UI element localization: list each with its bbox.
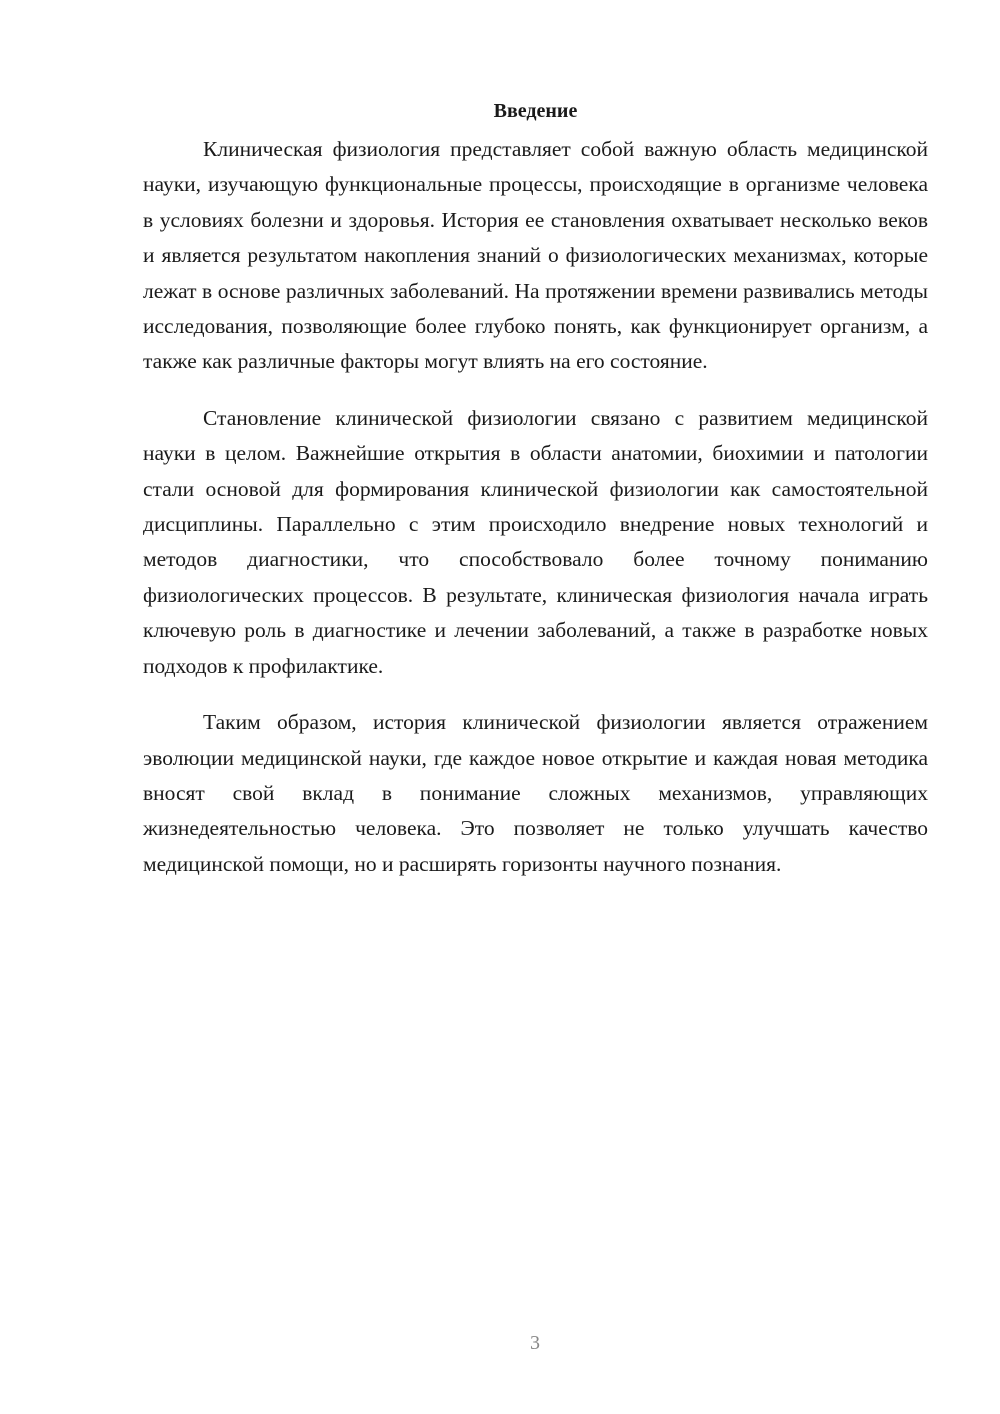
paragraph-3: Таким образом, история клинической физиологии является отражением эволюции медицинской науки, где каждое новое открытие и каждая новая методика вносят свой вклад в понимание сложных механизмов, управляющих жизнедеятельностью человека. Это позволяет не только улучшать качество медицинской помощи, но и расширять горизонты научного познания. [143, 710, 928, 876]
page-number: 3 [530, 1332, 540, 1354]
section-title: Введение [493, 100, 578, 122]
paragraph-1: Клиническая физиология представляет собой важную область медицинской науки, изучающую функциональные процессы, происходящие в организме человека в условиях болезни и здоровья. История ее становления охватывает несколько веков и является результатом накопления знаний о физиологических механизмах, которые лежат в основе различных заболеваний. На протяжении времени развивались методы исследования, позволяющие более глубоко понять, как функционирует организм, а также как различные факторы могут влиять на его состояние. [143, 137, 928, 374]
document-body [143, 96, 928, 882]
paragraph-2: Становление клинической физиологии связано с развитием медицинской науки в целом. Важнейшие открытия в области анатомии, биохимии и патологии стали основой для формирования клинической физиологии как самостоятельной дисциплины. Параллельно с этим происходило внедрение новых технологий и методов диагностики, что способствовало более точному пониманию физиологических процессов. В результате, клиническая физиология начала играть ключевую роль в диагностике и лечении заболеваний, а также в разработке новых подходов к профилактике. [143, 405, 928, 678]
